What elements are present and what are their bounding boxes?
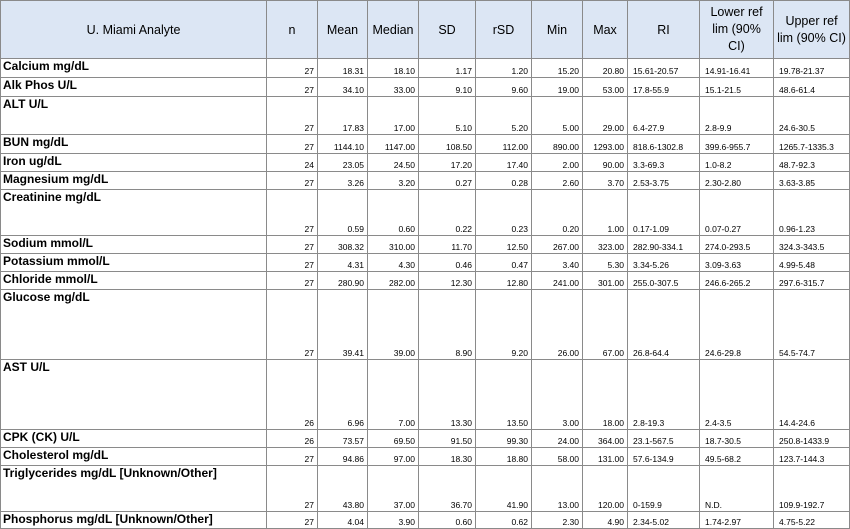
n-cell: 24 (267, 154, 318, 172)
analyte-cell: Glucose mg/dL (1, 290, 267, 360)
rsd-cell: 0.47 (476, 254, 532, 272)
median-cell: 33.00 (368, 78, 419, 97)
upper-cell: 19.78-21.37 (774, 59, 850, 78)
analyte-cell: Phosphorus mg/dL [Unknown/Other] (1, 512, 267, 529)
lower-cell: 49.5-68.2 (700, 448, 774, 466)
mean-cell: 6.96 (318, 360, 368, 430)
rsd-cell: 13.50 (476, 360, 532, 430)
mean-cell: 18.31 (318, 59, 368, 78)
rsd-cell: 18.80 (476, 448, 532, 466)
n-cell: 27 (267, 172, 318, 190)
median-cell: 17.00 (368, 97, 419, 135)
header-max: Max (583, 1, 628, 59)
sd-cell: 1.17 (419, 59, 476, 78)
mean-cell: 1144.10 (318, 135, 368, 154)
rsd-cell: 12.50 (476, 236, 532, 254)
max-cell: 29.00 (583, 97, 628, 135)
min-cell: 2.60 (532, 172, 583, 190)
upper-cell: 1265.7-1335.3 (774, 135, 850, 154)
sd-cell: 0.60 (419, 512, 476, 529)
max-cell: 3.70 (583, 172, 628, 190)
max-cell: 4.90 (583, 512, 628, 529)
mean-cell: 94.86 (318, 448, 368, 466)
median-cell: 3.20 (368, 172, 419, 190)
lower-cell: 246.6-265.2 (700, 272, 774, 290)
ri-cell: 255.0-307.5 (628, 272, 700, 290)
lower-cell: 1.0-8.2 (700, 154, 774, 172)
upper-cell: 3.63-3.85 (774, 172, 850, 190)
rsd-cell: 41.90 (476, 466, 532, 512)
n-cell: 27 (267, 272, 318, 290)
sd-cell: 5.10 (419, 97, 476, 135)
ri-cell: 818.6-1302.8 (628, 135, 700, 154)
header-sd: SD (419, 1, 476, 59)
median-cell: 0.60 (368, 190, 419, 236)
min-cell: 24.00 (532, 430, 583, 448)
min-cell: 19.00 (532, 78, 583, 97)
mean-cell: 4.31 (318, 254, 368, 272)
analyte-cell: Triglycerides mg/dL [Unknown/Other] (1, 466, 267, 512)
n-cell: 27 (267, 78, 318, 97)
table-row (1, 78, 850, 97)
n-cell: 27 (267, 236, 318, 254)
upper-cell: 123.7-144.3 (774, 448, 850, 466)
mean-cell: 17.83 (318, 97, 368, 135)
sd-cell: 0.46 (419, 254, 476, 272)
min-cell: 5.00 (532, 97, 583, 135)
mean-cell: 23.05 (318, 154, 368, 172)
table-row (1, 360, 850, 430)
sd-cell: 17.20 (419, 154, 476, 172)
upper-cell: 54.5-74.7 (774, 290, 850, 360)
table-row (1, 466, 850, 512)
sd-cell: 0.22 (419, 190, 476, 236)
ri-cell: 2.53-3.75 (628, 172, 700, 190)
min-cell: 267.00 (532, 236, 583, 254)
median-cell: 4.30 (368, 254, 419, 272)
mean-cell: 0.59 (318, 190, 368, 236)
table-row (1, 512, 850, 529)
mean-cell: 73.57 (318, 430, 368, 448)
table-row (1, 190, 850, 236)
upper-cell: 48.7-92.3 (774, 154, 850, 172)
mean-cell: 308.32 (318, 236, 368, 254)
analyte-cell: Creatinine mg/dL (1, 190, 267, 236)
lower-cell: 24.6-29.8 (700, 290, 774, 360)
sd-cell: 9.10 (419, 78, 476, 97)
ri-cell: 3.34-5.26 (628, 254, 700, 272)
lower-cell: 1.74-2.97 (700, 512, 774, 529)
lower-cell: 15.1-21.5 (700, 78, 774, 97)
analyte-cell: Calcium mg/dL (1, 59, 267, 78)
min-cell: 3.00 (532, 360, 583, 430)
n-cell: 27 (267, 97, 318, 135)
rsd-cell: 9.60 (476, 78, 532, 97)
ri-cell: 3.3-69.3 (628, 154, 700, 172)
analyte-cell: BUN mg/dL (1, 135, 267, 154)
upper-cell: 4.75-5.22 (774, 512, 850, 529)
max-cell: 53.00 (583, 78, 628, 97)
n-cell: 27 (267, 254, 318, 272)
table-row (1, 154, 850, 172)
mean-cell: 3.26 (318, 172, 368, 190)
header-min: Min (532, 1, 583, 59)
ri-cell: 26.8-64.4 (628, 290, 700, 360)
header-analyte: U. Miami Analyte (1, 1, 267, 59)
n-cell: 27 (267, 59, 318, 78)
header-row (1, 1, 850, 59)
rsd-cell: 112.00 (476, 135, 532, 154)
table-row (1, 59, 850, 78)
max-cell: 1293.00 (583, 135, 628, 154)
max-cell: 1.00 (583, 190, 628, 236)
table-row (1, 135, 850, 154)
min-cell: 26.00 (532, 290, 583, 360)
rsd-cell: 12.80 (476, 272, 532, 290)
upper-cell: 14.4-24.6 (774, 360, 850, 430)
analyte-cell: Chloride mmol/L (1, 272, 267, 290)
median-cell: 282.00 (368, 272, 419, 290)
lower-cell: 18.7-30.5 (700, 430, 774, 448)
ri-cell: 23.1-567.5 (628, 430, 700, 448)
upper-cell: 48.6-61.4 (774, 78, 850, 97)
analyte-cell: Alk Phos U/L (1, 78, 267, 97)
median-cell: 7.00 (368, 360, 419, 430)
median-cell: 69.50 (368, 430, 419, 448)
lower-cell: 274.0-293.5 (700, 236, 774, 254)
rsd-cell: 1.20 (476, 59, 532, 78)
lower-cell: 399.6-955.7 (700, 135, 774, 154)
median-cell: 18.10 (368, 59, 419, 78)
n-cell: 27 (267, 290, 318, 360)
min-cell: 2.00 (532, 154, 583, 172)
analyte-cell: Iron ug/dL (1, 154, 267, 172)
rsd-cell: 0.62 (476, 512, 532, 529)
ri-cell: 282.90-334.1 (628, 236, 700, 254)
min-cell: 58.00 (532, 448, 583, 466)
max-cell: 364.00 (583, 430, 628, 448)
n-cell: 27 (267, 512, 318, 529)
analyte-cell: CPK (CK) U/L (1, 430, 267, 448)
median-cell: 39.00 (368, 290, 419, 360)
table-row (1, 97, 850, 135)
n-cell: 26 (267, 360, 318, 430)
upper-cell: 24.6-30.5 (774, 97, 850, 135)
median-cell: 1147.00 (368, 135, 419, 154)
max-cell: 323.00 (583, 236, 628, 254)
sd-cell: 13.30 (419, 360, 476, 430)
rsd-cell: 17.40 (476, 154, 532, 172)
rsd-cell: 5.20 (476, 97, 532, 135)
mean-cell: 39.41 (318, 290, 368, 360)
rsd-cell: 99.30 (476, 430, 532, 448)
header-lower-ref-lim: Lower ref lim (90% CI) (700, 1, 774, 59)
median-cell: 97.00 (368, 448, 419, 466)
lower-cell: 2.30-2.80 (700, 172, 774, 190)
upper-cell: 297.6-315.7 (774, 272, 850, 290)
min-cell: 890.00 (532, 135, 583, 154)
min-cell: 0.20 (532, 190, 583, 236)
ri-cell: 57.6-134.9 (628, 448, 700, 466)
sd-cell: 36.70 (419, 466, 476, 512)
analyte-cell: Sodium mmol/L (1, 236, 267, 254)
lower-cell: 0.07-0.27 (700, 190, 774, 236)
sd-cell: 11.70 (419, 236, 476, 254)
table-row (1, 172, 850, 190)
table-row (1, 448, 850, 466)
analyte-cell: Magnesium mg/dL (1, 172, 267, 190)
n-cell: 26 (267, 430, 318, 448)
ri-cell: 0-159.9 (628, 466, 700, 512)
max-cell: 20.80 (583, 59, 628, 78)
upper-cell: 250.8-1433.9 (774, 430, 850, 448)
lower-cell: 2.8-9.9 (700, 97, 774, 135)
analyte-cell: Potassium mmol/L (1, 254, 267, 272)
analyte-cell: AST U/L (1, 360, 267, 430)
upper-cell: 109.9-192.7 (774, 466, 850, 512)
ri-cell: 17.8-55.9 (628, 78, 700, 97)
max-cell: 120.00 (583, 466, 628, 512)
lower-cell: 2.4-3.5 (700, 360, 774, 430)
upper-cell: 0.96-1.23 (774, 190, 850, 236)
sd-cell: 108.50 (419, 135, 476, 154)
mean-cell: 34.10 (318, 78, 368, 97)
upper-cell: 4.99-5.48 (774, 254, 850, 272)
ri-cell: 0.17-1.09 (628, 190, 700, 236)
sd-cell: 8.90 (419, 290, 476, 360)
min-cell: 241.00 (532, 272, 583, 290)
min-cell: 2.30 (532, 512, 583, 529)
lower-cell: 14.91-16.41 (700, 59, 774, 78)
table-row (1, 290, 850, 360)
analyte-cell: Cholesterol mg/dL (1, 448, 267, 466)
ri-cell: 6.4-27.9 (628, 97, 700, 135)
mean-cell: 4.04 (318, 512, 368, 529)
max-cell: 301.00 (583, 272, 628, 290)
table-row (1, 430, 850, 448)
n-cell: 27 (267, 448, 318, 466)
rsd-cell: 0.23 (476, 190, 532, 236)
upper-cell: 324.3-343.5 (774, 236, 850, 254)
min-cell: 3.40 (532, 254, 583, 272)
sd-cell: 12.30 (419, 272, 476, 290)
lower-cell: N.D. (700, 466, 774, 512)
mean-cell: 280.90 (318, 272, 368, 290)
rsd-cell: 0.28 (476, 172, 532, 190)
header-mean: Mean (318, 1, 368, 59)
header-ri: RI (628, 1, 700, 59)
sd-cell: 91.50 (419, 430, 476, 448)
sd-cell: 0.27 (419, 172, 476, 190)
median-cell: 24.50 (368, 154, 419, 172)
lower-cell: 3.09-3.63 (700, 254, 774, 272)
table-row (1, 254, 850, 272)
ri-cell: 2.34-5.02 (628, 512, 700, 529)
rsd-cell: 9.20 (476, 290, 532, 360)
n-cell: 27 (267, 135, 318, 154)
min-cell: 13.00 (532, 466, 583, 512)
n-cell: 27 (267, 466, 318, 512)
sd-cell: 18.30 (419, 448, 476, 466)
ri-cell: 15.61-20.57 (628, 59, 700, 78)
median-cell: 3.90 (368, 512, 419, 529)
max-cell: 18.00 (583, 360, 628, 430)
analyte-cell: ALT U/L (1, 97, 267, 135)
min-cell: 15.20 (532, 59, 583, 78)
max-cell: 67.00 (583, 290, 628, 360)
mean-cell: 43.80 (318, 466, 368, 512)
max-cell: 5.30 (583, 254, 628, 272)
header-rsd: rSD (476, 1, 532, 59)
table-row (1, 236, 850, 254)
header-n: n (267, 1, 318, 59)
ri-cell: 2.8-19.3 (628, 360, 700, 430)
median-cell: 37.00 (368, 466, 419, 512)
median-cell: 310.00 (368, 236, 419, 254)
header-median: Median (368, 1, 419, 59)
table-row (1, 272, 850, 290)
n-cell: 27 (267, 190, 318, 236)
header-upper-ref-lim: Upper ref lim (90% CI) (774, 1, 850, 59)
max-cell: 90.00 (583, 154, 628, 172)
max-cell: 131.00 (583, 448, 628, 466)
